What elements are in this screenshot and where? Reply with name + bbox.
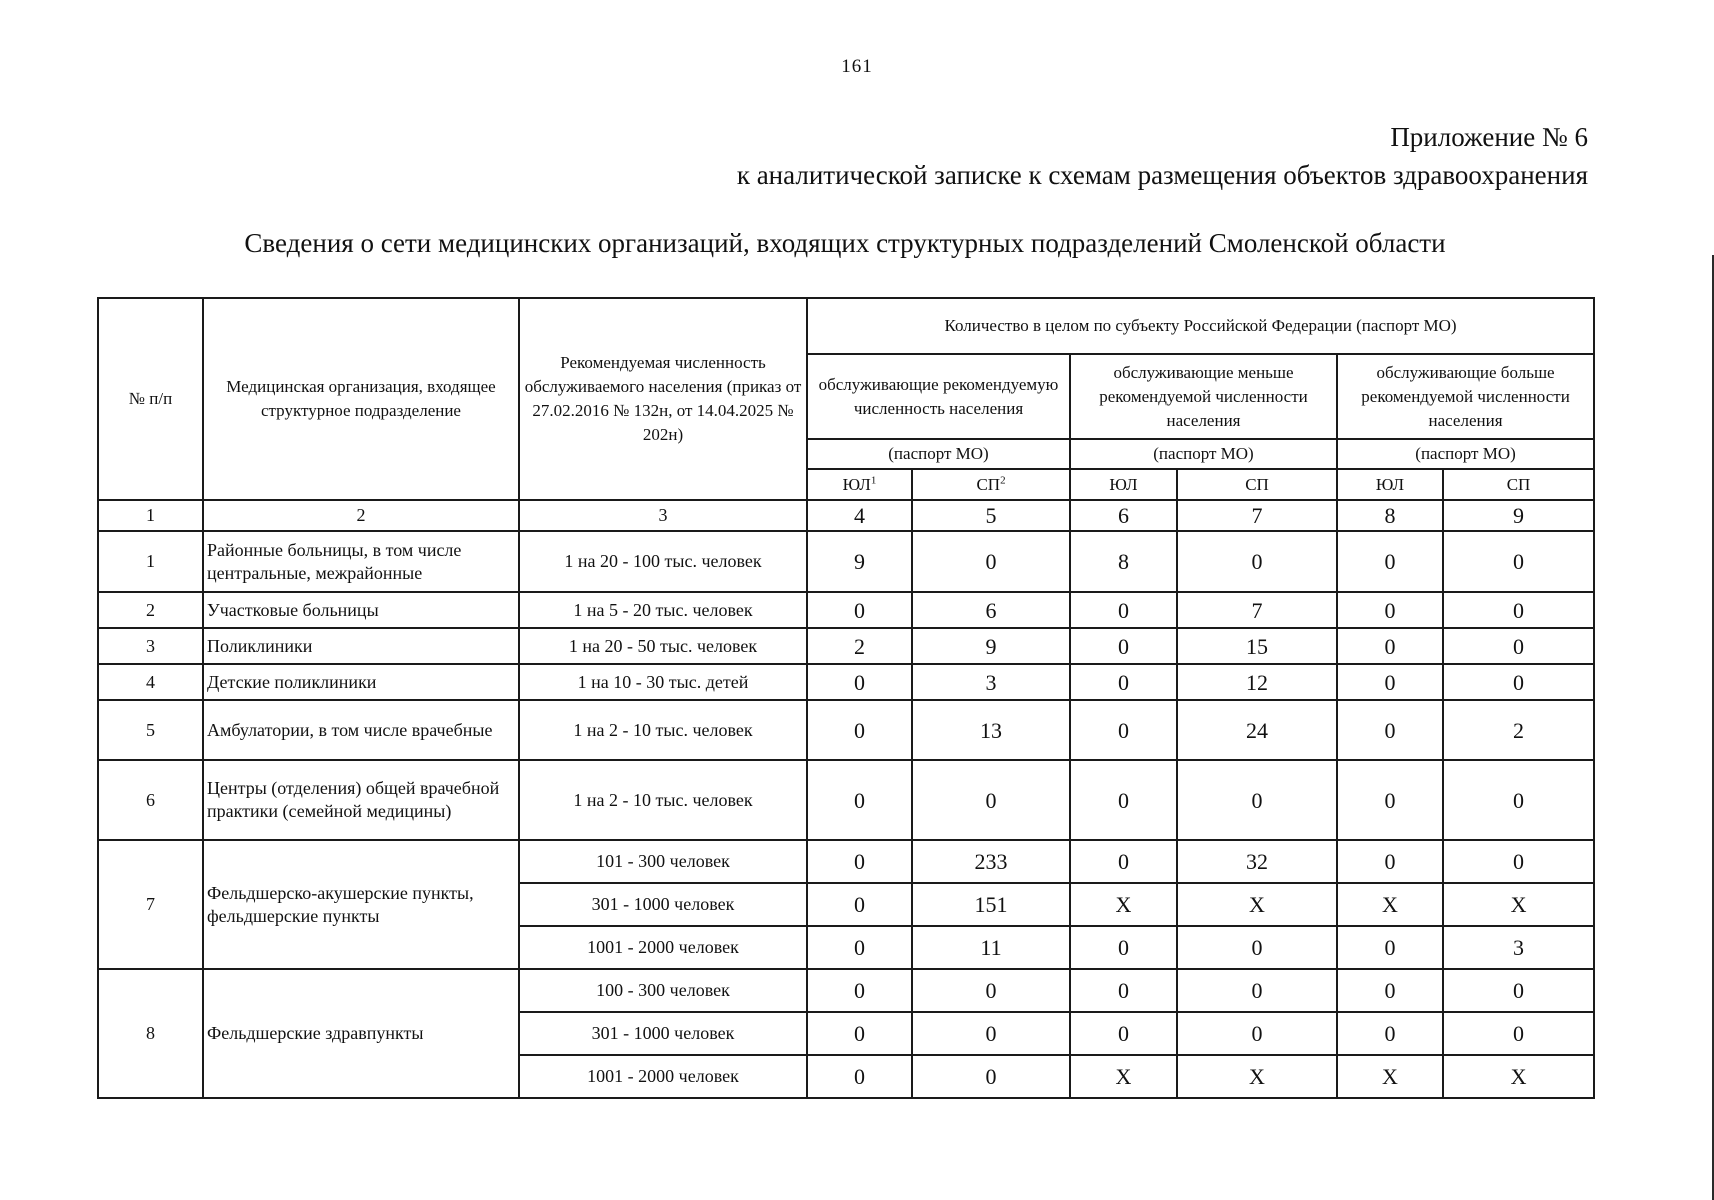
org-name: Участковые больницы — [203, 592, 519, 628]
recommended-population: 1 на 20 - 50 тыс. человек — [519, 628, 807, 664]
row-number: 4 — [98, 664, 203, 700]
value-cell: 0 — [807, 926, 912, 969]
org-name: Фельдшерско-акушерские пункты, фельдшерские пункты — [203, 840, 519, 969]
col-number: 4 — [807, 500, 912, 531]
col-number: 2 — [203, 500, 519, 531]
recommended-population: 301 - 1000 человек — [519, 1012, 807, 1055]
org-name: Фельдшерские здравпункты — [203, 969, 519, 1098]
col-number: 6 — [1070, 500, 1177, 531]
value-cell: 0 — [1443, 840, 1594, 883]
value-cell: 0 — [912, 531, 1070, 592]
header-row-1 — [98, 298, 1594, 354]
row-number: 7 — [98, 840, 203, 969]
appendix-line-1: Приложение № 6 — [1390, 122, 1588, 152]
value-cell: 0 — [1443, 531, 1594, 592]
value-cell: 0 — [1070, 760, 1177, 840]
value-cell: 7 — [1177, 592, 1337, 628]
col-number: 7 — [1177, 500, 1337, 531]
value-cell: 0 — [807, 700, 912, 760]
org-name: Амбулатории, в том числе врачебные — [203, 700, 519, 760]
header-yul-2: ЮЛ — [1070, 469, 1177, 500]
row-number: 3 — [98, 628, 203, 664]
value-cell: 0 — [1337, 531, 1443, 592]
value-cell: 0 — [1337, 969, 1443, 1012]
value-cell: 2 — [1443, 700, 1594, 760]
table-row — [98, 969, 1594, 1012]
org-name: Детские поликлиники — [203, 664, 519, 700]
row-number: 2 — [98, 592, 203, 628]
yul-label: ЮЛ — [842, 474, 871, 494]
header-passport-1: (паспорт МО) — [807, 439, 1070, 469]
value-cell: 0 — [807, 664, 912, 700]
value-cell: 0 — [807, 840, 912, 883]
col-number: 1 — [98, 500, 203, 531]
value-cell: X — [1443, 883, 1594, 926]
row-number: 8 — [98, 969, 203, 1098]
value-cell: 6 — [912, 592, 1070, 628]
header-yul-3: ЮЛ — [1337, 469, 1443, 500]
value-cell: 9 — [807, 531, 912, 592]
header-group-less: обслуживающие меньше рекомендуемой численности населения — [1070, 354, 1337, 439]
col-number: 3 — [519, 500, 807, 531]
value-cell: 0 — [912, 969, 1070, 1012]
value-cell: X — [1070, 883, 1177, 926]
recommended-population: 1 на 10 - 30 тыс. детей — [519, 664, 807, 700]
value-cell: X — [1337, 1055, 1443, 1098]
value-cell: 0 — [1337, 664, 1443, 700]
value-cell: 0 — [1443, 628, 1594, 664]
value-cell: 0 — [807, 883, 912, 926]
table-row — [98, 760, 1594, 840]
value-cell: 0 — [807, 969, 912, 1012]
value-cell: 0 — [1443, 1012, 1594, 1055]
table-row — [98, 628, 1594, 664]
table-row — [98, 592, 1594, 628]
header-sp-3: СП — [1443, 469, 1594, 500]
header-passport-3: (паспорт МО) — [1337, 439, 1594, 469]
value-cell: X — [1177, 1055, 1337, 1098]
header-group-more: обслуживающие больше рекомендуемой численности населения — [1337, 354, 1594, 439]
header-group-recommended: обслуживающие рекомендуемую численность населения — [807, 354, 1070, 439]
org-name: Центры (отделения) общей врачебной практики (семейной медицины) — [203, 760, 519, 840]
value-cell: 0 — [1070, 926, 1177, 969]
value-cell: 2 — [807, 628, 912, 664]
value-cell: 24 — [1177, 700, 1337, 760]
footnote-ref-1: 1 — [870, 473, 877, 486]
recommended-population: 1 на 20 - 100 тыс. человек — [519, 531, 807, 592]
recommended-population: 1 на 2 - 10 тыс. человек — [519, 760, 807, 840]
value-cell: 0 — [1070, 592, 1177, 628]
value-cell: 0 — [912, 1055, 1070, 1098]
value-cell: 0 — [1337, 700, 1443, 760]
value-cell: 15 — [1177, 628, 1337, 664]
row-number: 6 — [98, 760, 203, 840]
header-yul-1 — [807, 469, 912, 500]
org-name: Поликлиники — [203, 628, 519, 664]
recommended-population: 101 - 300 человек — [519, 840, 807, 883]
value-cell: X — [1443, 1055, 1594, 1098]
value-cell: 0 — [1443, 664, 1594, 700]
value-cell: 3 — [1443, 926, 1594, 969]
recommended-population: 100 - 300 человек — [519, 969, 807, 1012]
value-cell: 8 — [1070, 531, 1177, 592]
sp-label: СП — [976, 474, 1001, 494]
value-cell: 0 — [1443, 760, 1594, 840]
value-cell: 233 — [912, 840, 1070, 883]
appendix-line-2: к аналитической записке к схемам размещения объектов здравоохранения — [736, 160, 1588, 190]
header-passport-2: (паспорт МО) — [1070, 439, 1337, 469]
row-number: 5 — [98, 700, 203, 760]
value-cell: 0 — [1337, 592, 1443, 628]
recommended-population: 1001 - 2000 человек — [519, 926, 807, 969]
value-cell: 0 — [1177, 531, 1337, 592]
header-num: № п/п — [98, 298, 203, 500]
value-cell: 0 — [1443, 592, 1594, 628]
recommended-population: 301 - 1000 человек — [519, 883, 807, 926]
value-cell: 0 — [1337, 628, 1443, 664]
recommended-population: 1 на 5 - 20 тыс. человек — [519, 592, 807, 628]
value-cell: 0 — [1177, 969, 1337, 1012]
document-title: Сведения о сети медицинских организаций, входящих структурных подразделений Смоленской области — [244, 228, 1446, 258]
row-number: 1 — [98, 531, 203, 592]
value-cell: 0 — [912, 1012, 1070, 1055]
value-cell: 0 — [807, 1012, 912, 1055]
value-cell: 0 — [1337, 760, 1443, 840]
organizations-table — [97, 297, 1595, 1099]
header-total: Количество в целом по субъекту Российской Федерации (паспорт МО) — [807, 298, 1594, 354]
recommended-population: 1001 - 2000 человек — [519, 1055, 807, 1098]
value-cell: 0 — [1070, 664, 1177, 700]
value-cell: 13 — [912, 700, 1070, 760]
value-cell: 0 — [807, 760, 912, 840]
recommended-population: 1 на 2 - 10 тыс. человек — [519, 700, 807, 760]
header-recommended: Рекомендуемая численность обслуживаемого населения (приказ от 27.02.2016 № 132н, от 14.04.2025 № 202н) — [519, 298, 807, 500]
table-row — [98, 840, 1594, 883]
value-cell: 11 — [912, 926, 1070, 969]
value-cell: 0 — [1177, 1012, 1337, 1055]
col-number: 8 — [1337, 500, 1443, 531]
value-cell: 0 — [1070, 700, 1177, 760]
value-cell: 0 — [1070, 1012, 1177, 1055]
value-cell: X — [1337, 883, 1443, 926]
col-number: 9 — [1443, 500, 1594, 531]
value-cell: X — [1177, 883, 1337, 926]
value-cell: 0 — [1337, 1012, 1443, 1055]
table-row — [98, 664, 1594, 700]
value-cell: 0 — [1070, 840, 1177, 883]
table-row — [98, 531, 1594, 592]
value-cell: 0 — [807, 1055, 912, 1098]
header-sp-1 — [912, 469, 1070, 500]
page-number: 161 — [841, 56, 873, 77]
value-cell: 0 — [1337, 926, 1443, 969]
org-name: Районные больницы, в том числе центральные, межрайонные — [203, 531, 519, 592]
value-cell: 12 — [1177, 664, 1337, 700]
col-number: 5 — [912, 500, 1070, 531]
value-cell: 0 — [1177, 926, 1337, 969]
value-cell: 0 — [807, 592, 912, 628]
header-sp-2: СП — [1177, 469, 1337, 500]
value-cell: 0 — [1443, 969, 1594, 1012]
header-org: Медицинская организация, входящее структурное подразделение — [203, 298, 519, 500]
value-cell: 32 — [1177, 840, 1337, 883]
value-cell: 0 — [1070, 969, 1177, 1012]
value-cell: 0 — [912, 760, 1070, 840]
footnote-ref-2: 2 — [1000, 473, 1006, 486]
column-number-row — [98, 500, 1594, 531]
appendix-heading — [737, 118, 1588, 194]
value-cell: 151 — [912, 883, 1070, 926]
value-cell: 0 — [1070, 628, 1177, 664]
value-cell: X — [1070, 1055, 1177, 1098]
table-row — [98, 700, 1594, 760]
value-cell: 0 — [1177, 760, 1337, 840]
value-cell: 9 — [912, 628, 1070, 664]
value-cell: 3 — [912, 664, 1070, 700]
value-cell: 0 — [1337, 840, 1443, 883]
